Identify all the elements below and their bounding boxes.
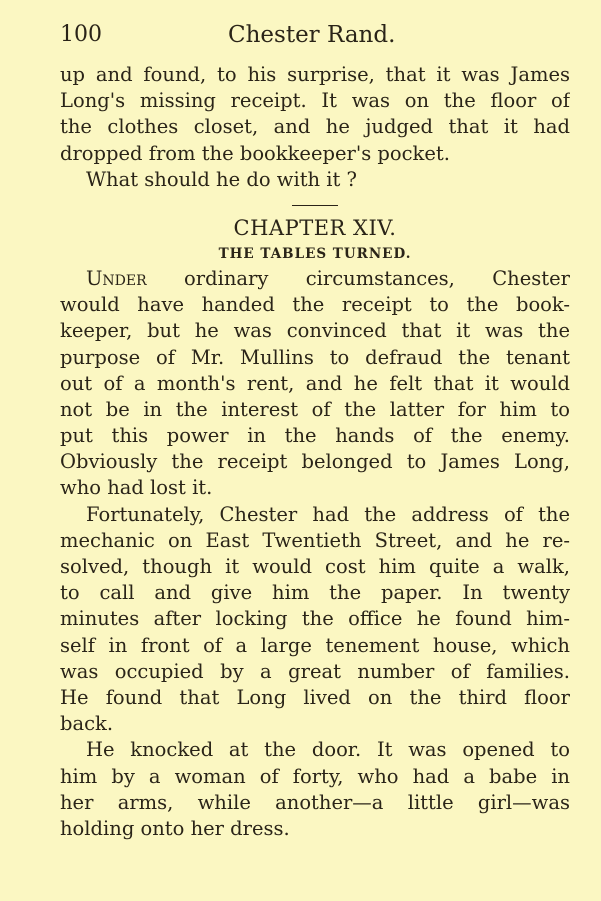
- page-body: [60, 62, 570, 842]
- text-line: to call and give him the paper. In twenty: [60, 581, 570, 605]
- text-line: He knocked at the door. It was opened to: [86, 738, 570, 762]
- text-line: was occupied by a great number of families.: [60, 659, 570, 683]
- text-line: keeper, but he was convinced that it was the: [60, 319, 570, 343]
- text-line: minutes after locking the office he found him-: [60, 607, 570, 631]
- text-line: Obviously the receipt belonged to James Long,: [60, 450, 570, 474]
- text-line: up and found, to his surprise, that it was James: [60, 63, 570, 86]
- text-line: self in front of a large tenement house, which: [60, 633, 570, 657]
- text-line: What should he do with it ?: [86, 167, 358, 191]
- text-line: who had lost it.: [60, 476, 213, 500]
- section-divider: [292, 205, 338, 206]
- text-line: holding onto her dress.: [60, 816, 290, 840]
- text-line: out of a month's rent, and he felt that it would: [60, 371, 570, 395]
- text-line: him by a woman of forty, who had a babe in: [60, 764, 570, 788]
- text-line: solved, though it would cost him quite a walk,: [60, 555, 570, 578]
- text-line: dropped from the bookkeeper's pocket.: [60, 141, 450, 165]
- text-line: Fortunately, Chester had the address of the: [86, 502, 570, 526]
- running-title: Chester Rand.: [228, 22, 396, 48]
- text-line: back.: [60, 712, 114, 736]
- chapter-subtitle: THE TABLES TURNED.: [218, 245, 412, 262]
- page-header: [60, 22, 570, 52]
- text-line: not be in the interest of the latter for him to: [60, 397, 570, 421]
- text-line: Long's missing receipt. It was on the floor of: [60, 89, 570, 113]
- drop-word: Under: [86, 266, 147, 290]
- paragraph-first-line: [60, 266, 570, 292]
- first-line-rest: ordinary circumstances, Chester: [146, 266, 570, 290]
- text-line: the clothes closet, and he judged that it had: [60, 115, 570, 139]
- text-line: purpose of Mr. Mullins to defraud the tenant: [60, 345, 570, 369]
- page-number: 100: [60, 22, 102, 47]
- chapter-title: CHAPTER XIV.: [233, 215, 397, 240]
- text-line: He found that Long lived on the third floor: [60, 685, 570, 709]
- text-line: put this power in the hands of the enemy.: [60, 424, 570, 448]
- text-line: mechanic on East Twentieth Street, and he re-: [60, 528, 570, 552]
- text-line: would have handed the receipt to the book-: [60, 293, 570, 317]
- text-line: her arms, while another—a little girl—was: [60, 790, 570, 814]
